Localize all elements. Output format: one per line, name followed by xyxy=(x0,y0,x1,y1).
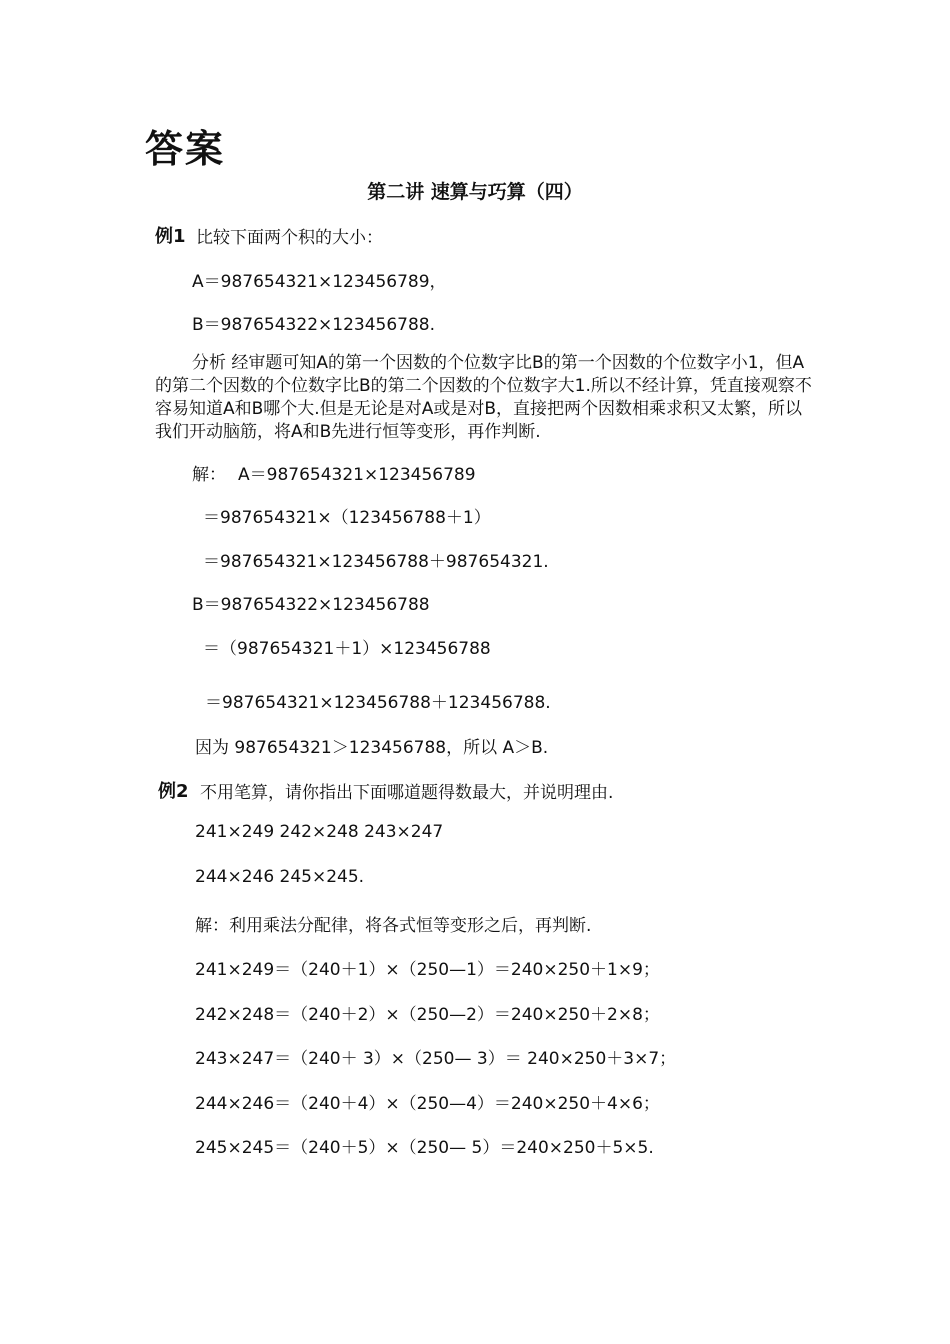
page-heading: 答案 xyxy=(145,127,226,171)
example2-row1: 241×249 242×248 243×247 xyxy=(195,822,444,842)
example1-label: 例1 xyxy=(155,226,186,247)
example1-a-definition: A＝987654321×123456789， xyxy=(192,272,447,292)
example1-conclusion: 因为 987654321＞123456788，所以 A＞B. xyxy=(195,738,549,758)
example2-label: 例2 xyxy=(158,781,189,802)
example1-analysis-text: 分析 经审题可知A的第一个因数的个位数字比B的第一个因数的个位数字小1，但A的第二个因数的个位数字比B的第二个因数的个位数字大1.所以不经计算，凭直接观察不容易知道A和B哪个大.但是无论是对A或是对B，直接把两个因数相乘求积又太繁，所以我们开动脑筋，将A和B先进行恒等变形，再作判断. xyxy=(155,353,812,442)
example2-solution: 解：利用乘法分配律，将各式恒等变形之后，再判断. xyxy=(195,916,592,936)
example1-solution-b3: ＝987654321×123456788＋123456788. xyxy=(205,693,551,713)
example2-question: 不用笔算，请你指出下面哪道题得数最大，并说明理由. xyxy=(200,783,614,803)
example2-row2: 244×246 245×245. xyxy=(195,867,365,887)
example1-solution-a1: A＝987654321×123456789 xyxy=(238,465,476,485)
example1-b-definition: B＝987654322×123456788. xyxy=(192,315,435,335)
example2-step: 244×246＝（240＋4）×（250—4）＝240×250＋4×6； xyxy=(195,1094,660,1114)
example2-step: 242×248＝（240＋2）×（250—2）＝240×250＋2×8； xyxy=(195,1005,660,1025)
example2-step: 241×249＝（240＋1）×（250—1）＝240×250＋1×9； xyxy=(195,960,660,980)
example1-solution-a3: ＝987654321×123456788＋987654321. xyxy=(203,552,549,572)
example2-step: 245×245＝（240＋5）×（250— 5）＝240×250＋5×5. xyxy=(195,1138,654,1158)
example2-step: 243×247＝（240＋ 3）×（250— 3）＝ 240×250＋3×7； xyxy=(195,1049,677,1069)
example1-analysis xyxy=(155,352,815,444)
example1-solution-b1: B＝987654322×123456788 xyxy=(192,595,430,615)
lecture-title: 第二讲 速算与巧算（四） xyxy=(367,181,583,203)
example1-question: 比较下面两个积的大小： xyxy=(196,228,383,248)
example1-solution-label: 解： xyxy=(192,465,226,485)
example1-solution-a2: ＝987654321×（123456788＋1） xyxy=(203,508,491,528)
example1-solution-b2: ＝（987654321＋1）×123456788 xyxy=(203,639,491,659)
